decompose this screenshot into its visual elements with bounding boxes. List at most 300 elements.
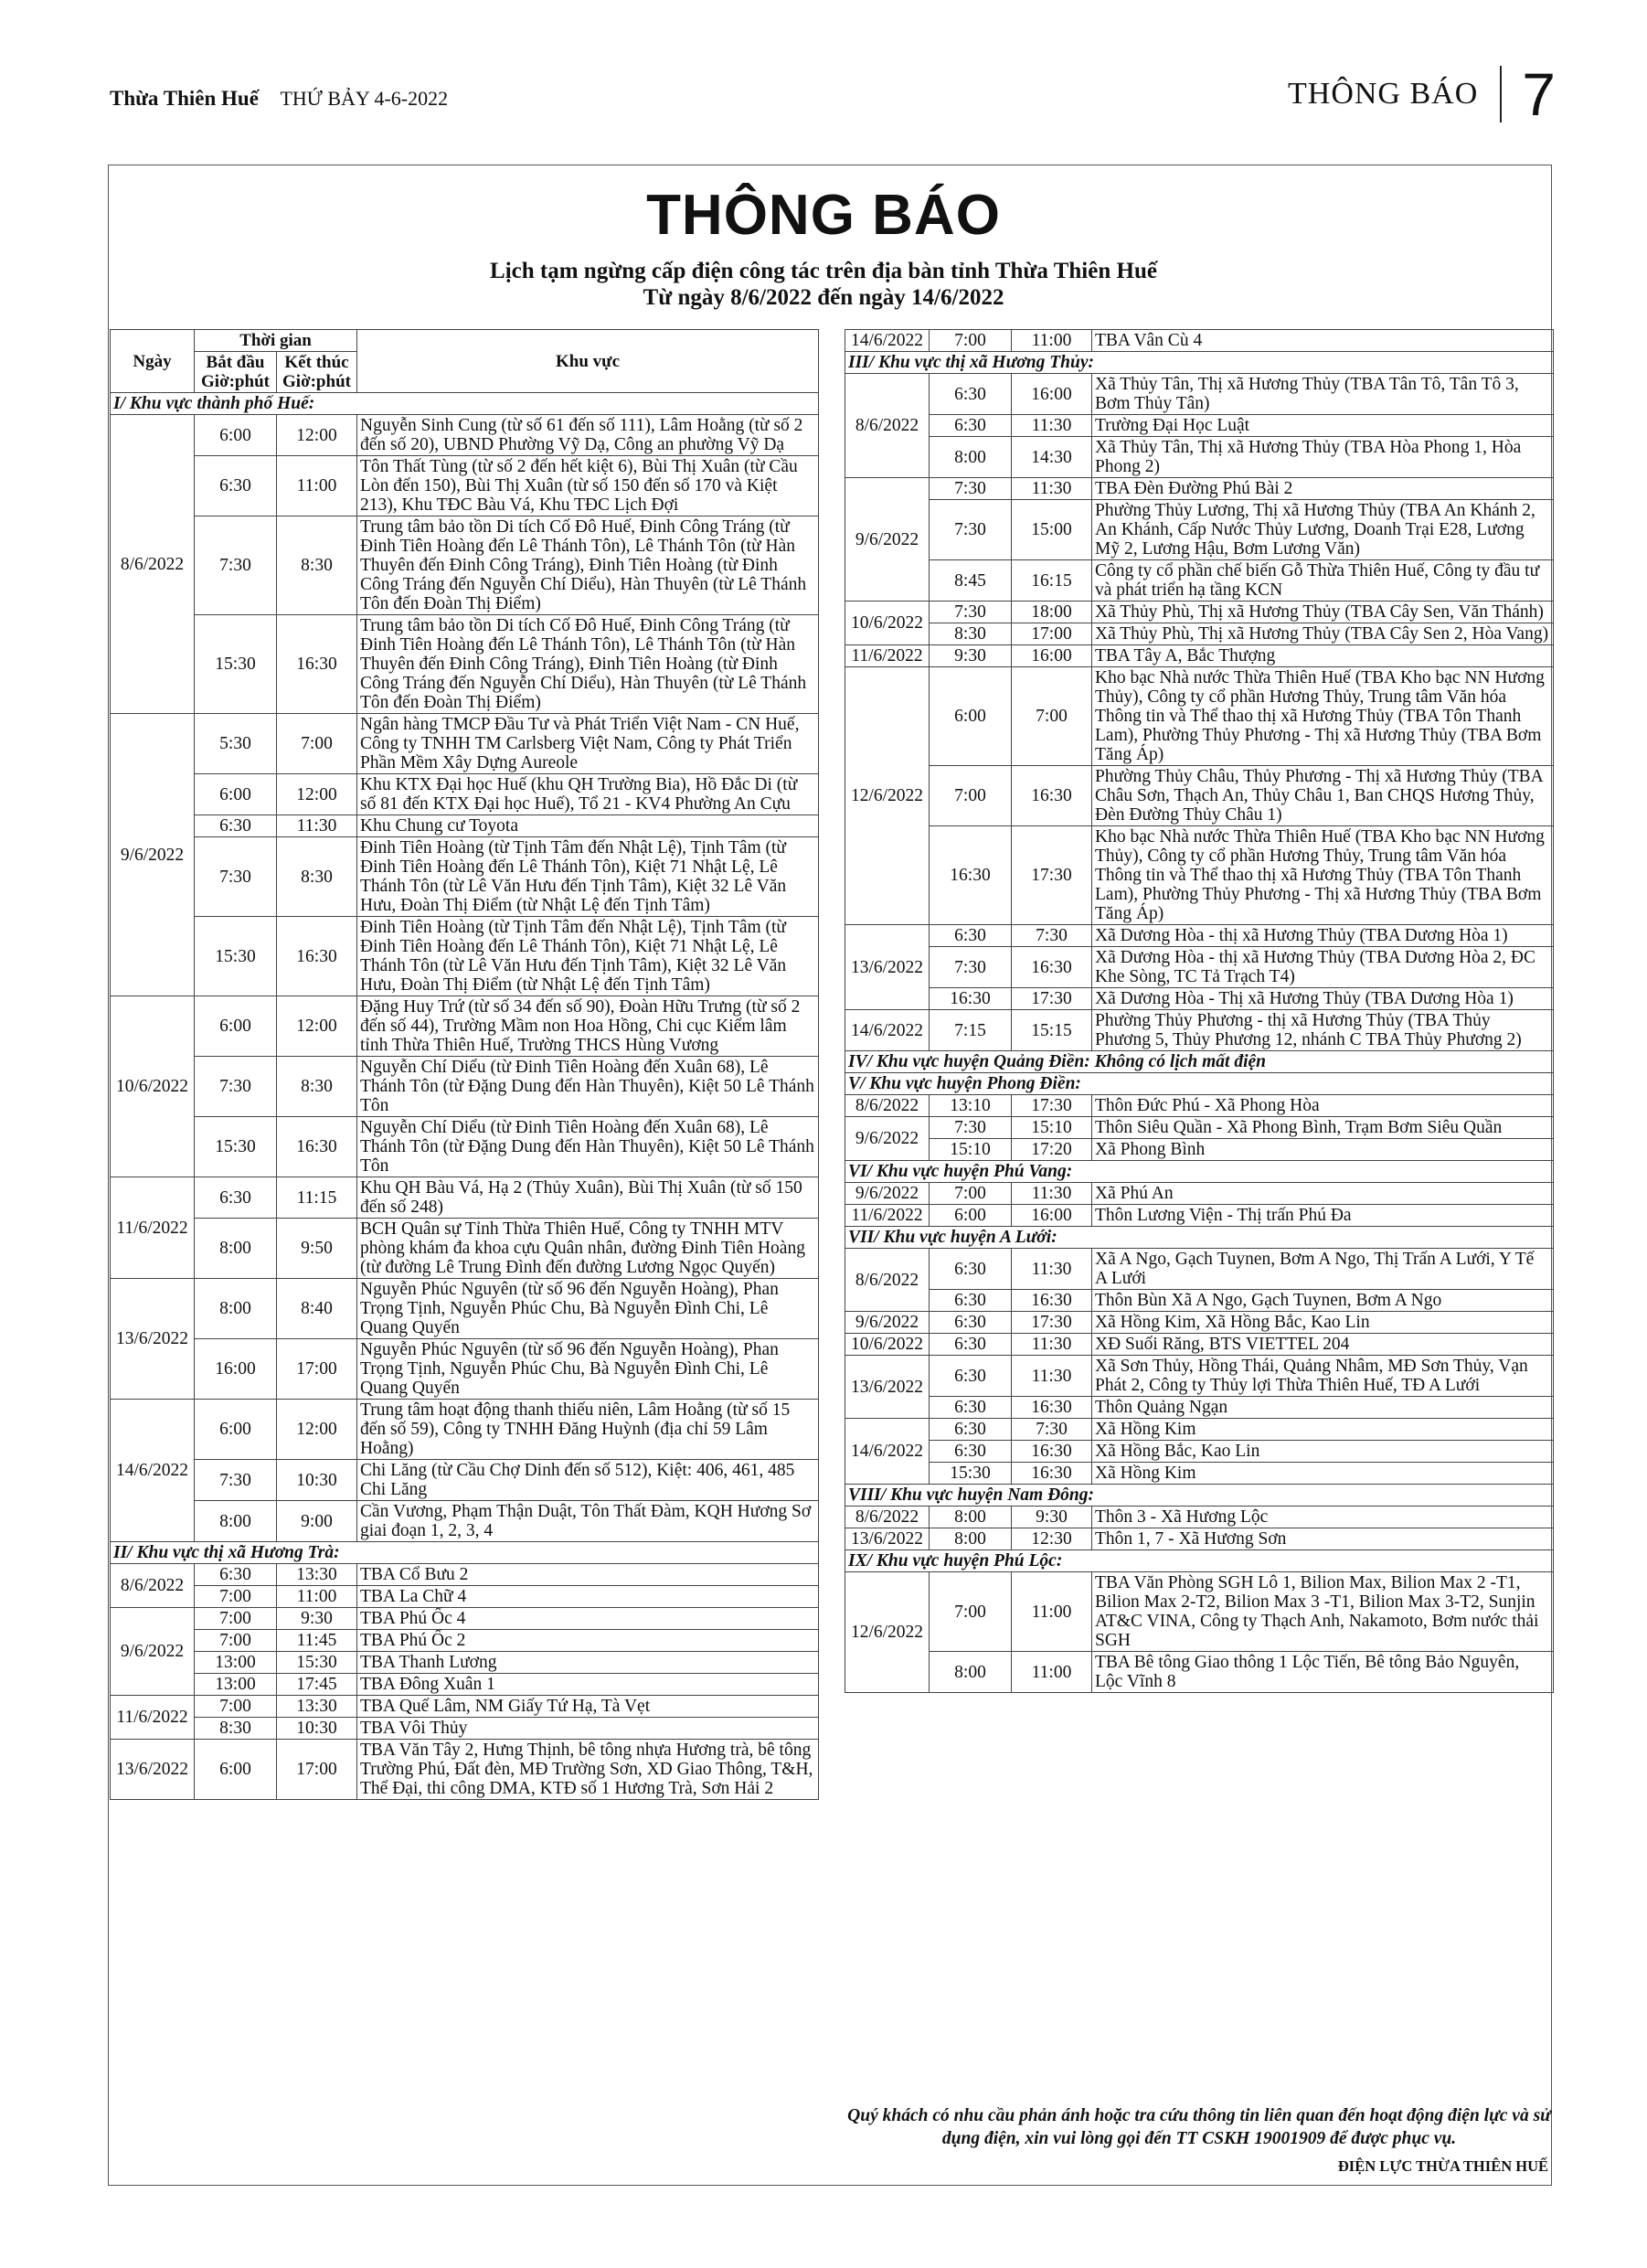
area-cell: Thôn 1, 7 - Xã Hương Sơn: [1092, 1528, 1554, 1550]
table-row: [845, 330, 1554, 352]
end-time-cell: 7:30: [1012, 1419, 1092, 1441]
start-time-cell: 6:30: [930, 1312, 1012, 1334]
table-row: [845, 1183, 1554, 1205]
start-time-cell: 15:10: [930, 1139, 1012, 1161]
area-cell: Thôn Bùn Xã A Ngo, Gạch Tuynen, Bơm A Ngo: [1092, 1290, 1554, 1312]
area-cell: Xã A Ngo, Gạch Tuynen, Bơm A Ngo, Thị Trấn A Lưới, Y Tế A Lưới: [1092, 1249, 1554, 1290]
end-time-cell: 16:00: [1012, 374, 1092, 415]
end-time-cell: 11:00: [1012, 1652, 1092, 1693]
table-row: [845, 1139, 1554, 1161]
area-cell: Khu KTX Đại học Huế (khu QH Trường Bia), Hồ Đắc Di (từ số 81 đến KTX Đại học Huế), Tổ 21 - KV4 Phường An Cựu: [357, 774, 819, 815]
area-cell: TBA Văn Tây 2, Hưng Thịnh, bê tông nhựa Hương trà, bê tông Trường Phú, Đất đèn, MĐ Trường Sơn, XD Giao Thông, T&H, Thể Đại, thi công DMA, KTĐ số 1 Hương Trà, Sơn Hải 2: [357, 1740, 819, 1800]
area-cell: Xã Phong Bình: [1092, 1139, 1554, 1161]
end-time-cell: 11:30: [1012, 1334, 1092, 1356]
start-time-cell: 7:30: [930, 1117, 1012, 1139]
date-cell: 9/6/2022: [845, 1183, 930, 1205]
section-header: [1288, 60, 1556, 128]
start-time-cell: 8:00: [930, 1507, 1012, 1528]
date-cell: 10/6/2022: [111, 996, 195, 1177]
start-time-cell: 5:30: [195, 714, 277, 774]
start-time-cell: 7:30: [195, 1057, 277, 1117]
table-row: [845, 437, 1554, 478]
start-time-cell: 16:00: [195, 1339, 277, 1400]
start-time-cell: 6:30: [930, 415, 1012, 437]
area-cell: Công ty cổ phần chế biến Gỗ Thừa Thiên Huế, Công ty đầu tư và phát triển hạ tầng KCN: [1092, 560, 1554, 602]
area-cell: Xã Dương Hòa - thị xã Hương Thủy (TBA Dương Hòa 2, ĐC Khe Sòng, TC Tả Trạch T4): [1092, 947, 1554, 988]
area-cell: Xã Hồng Kim, Xã Hồng Bắc, Kao Lin: [1092, 1312, 1554, 1334]
area-cell: TBA Văn Phòng SGH Lô 1, Bilion Max, Bilion Max 2 -T1, Bilion Max 2-T2, Bilion Max 3 -T1, Bilion Max 3-T2, Sunjin AT&C VINA, Công ty Thạch Anh, Nakamoto, Bơm nước thải SGH: [1092, 1572, 1554, 1652]
start-time-cell: 7:00: [930, 766, 1012, 826]
area-cell: TBA La Chữ 4: [357, 1586, 819, 1608]
end-time-cell: 9:30: [277, 1608, 357, 1630]
section-heading: I/ Khu vực thành phố Huế:: [111, 393, 819, 415]
area-cell: Ngân hàng TMCP Đầu Tư và Phát Triển Việt Nam - CN Huế, Công ty TNHH TM Carlsberg Việt Nam, Công ty Phát Triển Phần Mềm Xây Dựng Aureole: [357, 714, 819, 774]
area-cell: Kho bạc Nhà nước Thừa Thiên Huế (TBA Kho bạc NN Hương Thủy), Công ty cổ phần Hương Thủy, Trung tâm Văn hóa Thông tin và Thể thao thị xã Hương Thủy (TBA Tôn Thanh Lam), Phường Thủy Phương - Thị xã Hương Thủy (TBA Bơm Tăng Áp): [1092, 667, 1554, 766]
start-time-cell: 15:30: [195, 917, 277, 996]
start-time-cell: 16:30: [930, 988, 1012, 1010]
start-time-cell: 13:10: [930, 1095, 1012, 1117]
end-time-cell: 16:00: [1012, 645, 1092, 667]
end-time-cell: 18:00: [1012, 602, 1092, 623]
section-name: THÔNG BÁO: [1288, 77, 1479, 111]
end-time-cell: 16:30: [277, 615, 357, 714]
end-time-cell: 17:20: [1012, 1139, 1092, 1161]
start-time-cell: 7:30: [195, 516, 277, 615]
area-cell: Trung tâm hoạt động thanh thiếu niên, Lâm Hoằng (từ số 15 đến số 59), Công ty TNHH Đăng Huỳnh (địa chỉ 59 Lâm Hoằng): [357, 1400, 819, 1460]
table-row: [111, 1564, 819, 1586]
section-heading: II/ Khu vực thị xã Hương Trà:: [111, 1542, 819, 1564]
area-cell: TBA Bê tông Giao thông 1 Lộc Tiến, Bê tông Bảo Nguyên, Lộc Vĩnh 8: [1092, 1652, 1554, 1693]
area-cell: Phường Thủy Phương - thị xã Hương Thủy (TBA Thủy Phương 5, Thủy Phương 12, nhánh C TBA Thủy Phương 2): [1092, 1010, 1554, 1051]
area-cell: Đinh Tiên Hoàng (từ Tịnh Tâm đến Nhật Lệ), Tịnh Tâm (từ Đinh Tiên Hoàng đến Lê Thánh Tôn), Kiệt 71 Nhật Lệ, Lê Thánh Tôn (từ Lê Văn Hưu đến Tịnh Tâm), Kiệt 32 Lê Văn Hưu, Đoàn Thị Điểm (từ Nhật Lệ đến Tịnh Tâm): [357, 837, 819, 917]
end-time-cell: 12:00: [277, 415, 357, 456]
table-row: [111, 1696, 819, 1718]
table-row: [111, 996, 819, 1057]
area-cell: Thôn Siêu Quần - Xã Phong Bình, Trạm Bơm Siêu Quần: [1092, 1117, 1554, 1139]
end-time-cell: 11:15: [277, 1177, 357, 1219]
end-time-cell: 8:30: [277, 837, 357, 917]
end-time-cell: 15:00: [1012, 500, 1092, 560]
table-row: [845, 1095, 1554, 1117]
area-cell: Cần Vương, Phạm Thận Duật, Tôn Thất Đàm, KQH Hương Sơ giai đoạn 1, 2, 3, 4: [357, 1501, 819, 1542]
table-row: [845, 947, 1554, 988]
start-time-cell: 6:30: [930, 925, 1012, 947]
end-time-cell: 12:30: [1012, 1528, 1092, 1550]
date-cell: 11/6/2022: [111, 1177, 195, 1279]
table-row: [845, 667, 1554, 766]
start-time-cell: 7:00: [195, 1630, 277, 1652]
end-time-cell: 17:00: [1012, 623, 1092, 645]
section-heading: VII/ Khu vực huyện A Lưới:: [845, 1227, 1554, 1249]
end-time-cell: 11:30: [1012, 478, 1092, 500]
table-row: [845, 602, 1554, 623]
start-time-cell: 8:45: [930, 560, 1012, 602]
end-time-cell: 11:00: [1012, 1572, 1092, 1652]
section-row: [845, 1227, 1554, 1249]
section-heading: VIII/ Khu vực huyện Nam Đông:: [845, 1485, 1554, 1507]
table-row: [845, 1334, 1554, 1356]
date-cell: 11/6/2022: [111, 1696, 195, 1740]
start-time-cell: 6:30: [930, 1334, 1012, 1356]
start-time-cell: 9:30: [930, 645, 1012, 667]
start-time-cell: 7:30: [195, 1460, 277, 1501]
date-cell: 9/6/2022: [845, 478, 930, 602]
start-time-cell: 6:00: [930, 1205, 1012, 1227]
start-time-cell: 8:00: [930, 1652, 1012, 1693]
end-time-cell: 16:30: [1012, 1290, 1092, 1312]
date-cell: 14/6/2022: [845, 1419, 930, 1485]
date-cell: 13/6/2022: [845, 1356, 930, 1419]
table-row: [845, 826, 1554, 925]
table-row: [111, 615, 819, 714]
end-time-cell: 16:15: [1012, 560, 1092, 602]
area-cell: Xã Thủy Tân, Thị xã Hương Thủy (TBA Hòa Phong 1, Hòa Phong 2): [1092, 437, 1554, 478]
date-cell: 8/6/2022: [845, 1249, 930, 1312]
table-row: [111, 516, 819, 615]
end-time-cell: 14:30: [1012, 437, 1092, 478]
start-time-cell: 6:30: [930, 1397, 1012, 1419]
table-row: [845, 1117, 1554, 1139]
table-row: [845, 374, 1554, 415]
table-row: [111, 1460, 819, 1501]
end-time-cell: 7:00: [277, 714, 357, 774]
col-time: Thời gian: [195, 330, 357, 352]
table-row: [845, 1205, 1554, 1227]
start-time-cell: 8:00: [195, 1279, 277, 1339]
table-row: [111, 714, 819, 774]
area-cell: Trung tâm bảo tồn Di tích Cố Đô Huế, Đinh Công Tráng (từ Đinh Tiên Hoàng đến Lê Thánh Tôn), Lê Thánh Tôn (từ Hàn Thuyên đến Đinh Công Tráng), Đinh Tiên Hoàng (từ Đinh Công Tráng đến Nguyễn Chí Diểu), Hàn Thuyên (từ Lê Thánh Tôn đến Đoàn Thị Điểm): [357, 615, 819, 714]
col-area: Khu vực: [357, 330, 819, 393]
area-cell: Đinh Tiên Hoàng (từ Tịnh Tâm đến Nhật Lệ), Tịnh Tâm (từ Đinh Tiên Hoàng đến Lê Thánh Tôn), Kiệt 71 Nhật Lệ, Lê Thánh Tôn (từ Lê Văn Hưu đến Tịnh Tâm), Kiệt 32 Lê Văn Hưu, Đoàn Thị Điểm (từ Nhật Lệ đến Tịnh Tâm): [357, 917, 819, 996]
start-time-cell: 15:30: [195, 615, 277, 714]
table-row: [845, 478, 1554, 500]
table-row: [111, 1586, 819, 1608]
end-time-cell: 16:30: [277, 917, 357, 996]
start-time-cell: 6:30: [195, 456, 277, 516]
table-row: [845, 1463, 1554, 1485]
area-cell: TBA Phú Ốc 4: [357, 1608, 819, 1630]
end-time-cell: 13:30: [277, 1564, 357, 1586]
table-row: [845, 1528, 1554, 1550]
end-time-cell: 11:30: [1012, 1356, 1092, 1397]
table-row: [845, 1507, 1554, 1528]
start-time-cell: 6:00: [195, 415, 277, 456]
area-cell: Xã Thủy Phù, Thị xã Hương Thủy (TBA Cây Sen, Văn Thánh): [1092, 602, 1554, 623]
table-row: [111, 1279, 819, 1339]
area-cell: Chi Lăng (từ Cầu Chợ Dinh đến số 512), Kiệt: 406, 461, 485 Chi Lăng: [357, 1460, 819, 1501]
area-cell: TBA Cổ Bưu 2: [357, 1564, 819, 1586]
date-cell: 12/6/2022: [845, 1572, 930, 1693]
start-time-cell: 7:30: [195, 837, 277, 917]
area-cell: TBA Thanh Lương: [357, 1652, 819, 1674]
section-row: [111, 393, 819, 415]
table-row: [111, 917, 819, 996]
end-time-cell: 17:45: [277, 1674, 357, 1696]
end-time-cell: 17:30: [1012, 988, 1092, 1010]
section-row: [845, 1073, 1554, 1095]
start-time-cell: 7:30: [930, 478, 1012, 500]
date-cell: 14/6/2022: [845, 330, 930, 352]
area-cell: Nguyễn Phúc Nguyên (từ số 96 đến Nguyễn Hoàng), Phan Trọng Tịnh, Nguyễn Phúc Chu, Bà Nguyễn Đình Chi, Lê Quang Quyến: [357, 1339, 819, 1400]
table-row: [845, 1312, 1554, 1334]
area-cell: Nguyễn Chí Diểu (từ Đinh Tiên Hoàng đến Xuân 68), Lê Thánh Tôn (từ Đặng Dung đến Hàn Thuyên), Kiệt 50 Lê Thánh Tôn: [357, 1057, 819, 1117]
area-cell: Thôn 3 - Xã Hương Lộc: [1092, 1507, 1554, 1528]
end-time-cell: 17:00: [277, 1740, 357, 1800]
start-time-cell: 6:00: [195, 996, 277, 1057]
table-row: [111, 1652, 819, 1674]
start-time-cell: 6:30: [195, 815, 277, 837]
area-cell: TBA Tây A, Bắc Thượng: [1092, 645, 1554, 667]
schedule-table-right: [845, 329, 1554, 1693]
end-time-cell: 16:30: [1012, 766, 1092, 826]
col-end: Kết thúc Giờ:phút: [277, 352, 357, 393]
table-row: [111, 1339, 819, 1400]
end-time-cell: 17:30: [1012, 826, 1092, 925]
end-time-cell: 16:00: [1012, 1205, 1092, 1227]
table-row: [845, 1356, 1554, 1397]
section-heading: III/ Khu vực thị xã Hương Thủy:: [845, 352, 1554, 374]
start-time-cell: 8:00: [930, 437, 1012, 478]
end-time-cell: 7:30: [1012, 925, 1092, 947]
section-row: [845, 1051, 1554, 1073]
end-time-cell: 8:30: [277, 516, 357, 615]
area-cell: Đặng Huy Trứ (từ số 34 đến số 90), Đoàn Hữu Trưng (từ số 2 đến số 44), Trường Mầm non Hoa Hồng, Chi cục Kiểm lâm tỉnh Thừa Thiên Huế, Trường THCS Hùng Vương: [357, 996, 819, 1057]
start-time-cell: 7:00: [195, 1608, 277, 1630]
masthead: [110, 87, 448, 111]
table-row: [845, 1441, 1554, 1463]
table-row: [845, 1419, 1554, 1441]
start-time-cell: 7:00: [195, 1586, 277, 1608]
end-time-cell: 16:30: [1012, 1463, 1092, 1485]
table-row: [111, 1057, 819, 1117]
start-time-cell: 6:30: [930, 1356, 1012, 1397]
date-cell: 11/6/2022: [845, 1205, 930, 1227]
start-time-cell: 6:30: [930, 1249, 1012, 1290]
start-time-cell: 7:30: [930, 602, 1012, 623]
end-time-cell: 17:30: [1012, 1095, 1092, 1117]
table-row: [845, 988, 1554, 1010]
date-cell: 13/6/2022: [111, 1279, 195, 1400]
end-time-cell: 12:00: [277, 996, 357, 1057]
end-time-cell: 13:30: [277, 1696, 357, 1718]
table-row: [111, 1608, 819, 1630]
end-time-cell: 11:30: [1012, 1249, 1092, 1290]
area-cell: Xã Hồng Kim: [1092, 1419, 1554, 1441]
table-row: [845, 1572, 1554, 1652]
date-cell: 8/6/2022: [845, 1507, 930, 1528]
table-row: [111, 1674, 819, 1696]
end-time-cell: 8:40: [277, 1279, 357, 1339]
start-time-cell: 13:00: [195, 1674, 277, 1696]
section-row: [845, 352, 1554, 374]
end-time-cell: 11:00: [277, 456, 357, 516]
start-time-cell: 6:30: [195, 1177, 277, 1219]
table-row: [845, 1010, 1554, 1051]
end-time-cell: 12:00: [277, 1400, 357, 1460]
start-time-cell: 6:00: [195, 1740, 277, 1800]
customer-note: Quý khách có nhu cầu phản ánh hoặc tra cứu thông tin liên quan đến hoạt động điện lực và sử dụng điện, xin vui lòng gọi đến TT CSKH 19001909 để được phục vụ.: [847, 2106, 1551, 2148]
start-time-cell: 7:00: [930, 1572, 1012, 1652]
area-cell: Khu QH Bàu Vá, Hạ 2 (Thủy Xuân), Bùi Thị Xuân (từ số 150 đến số 248): [357, 1177, 819, 1219]
table-row: [845, 1397, 1554, 1419]
table-row: [845, 925, 1554, 947]
end-time-cell: 11:30: [277, 815, 357, 837]
section-heading: IV/ Khu vực huyện Quảng Điền: Không có lịch mất điện: [845, 1051, 1554, 1073]
table-row: [111, 1117, 819, 1177]
end-time-cell: 11:00: [277, 1586, 357, 1608]
end-time-cell: 8:30: [277, 1057, 357, 1117]
area-cell: TBA Đèn Đường Phú Bài 2: [1092, 478, 1554, 500]
area-cell: TBA Quế Lâm, NM Giấy Tứ Hạ, Tà Vẹt: [357, 1696, 819, 1718]
date-cell: 10/6/2022: [845, 602, 930, 645]
start-time-cell: 6:00: [930, 667, 1012, 766]
end-time-cell: 17:00: [277, 1339, 357, 1400]
end-time-cell: 9:50: [277, 1219, 357, 1279]
subtitle: [0, 258, 1647, 311]
section-row: [845, 1550, 1554, 1572]
start-time-cell: 6:30: [930, 1419, 1012, 1441]
area-cell: Xã Hồng Kim: [1092, 1463, 1554, 1485]
col-start: Bắt đầu Giờ:phút: [195, 352, 277, 393]
area-cell: Tôn Thất Tùng (từ số 2 đến hết kiệt 6), Bùi Thị Xuân (từ Cầu Lòn đến 150), Bùi Thị Xuân (từ số 150 đến số 170 và Kiệt 213), Khu TĐC Bàu Vá, Khu TĐC Lịch Đợi: [357, 456, 819, 516]
paper-name: Thừa Thiên Huế: [110, 87, 259, 110]
area-cell: BCH Quân sự Tỉnh Thừa Thiên Huế, Công ty TNHH MTV phòng khám đa khoa cựu Quân nhân, đường Đinh Tiên Hoàng (từ đường Lê Trung Đình đến đường Lương Ngọc Quyến): [357, 1219, 819, 1279]
end-time-cell: 10:30: [277, 1460, 357, 1501]
date-cell: 9/6/2022: [111, 1608, 195, 1696]
start-time-cell: 8:00: [195, 1219, 277, 1279]
end-time-cell: 17:30: [1012, 1312, 1092, 1334]
area-cell: Phường Thủy Châu, Thủy Phương - Thị xã Hương Thủy (TBA Châu Sơn, Thạch An, Thủy Châu 1, Ban CHQS Hương Thủy, Đèn Đường Thủy Châu 1): [1092, 766, 1554, 826]
table-row: [111, 1501, 819, 1542]
area-cell: Xã Thủy Phù, Thị xã Hương Thủy (TBA Cây Sen 2, Hòa Vang): [1092, 623, 1554, 645]
area-cell: Phường Thủy Lương, Thị xã Hương Thủy (TBA An Khánh 2, An Khánh, Cấp Nước Thủy Lương, Doanh Trại E28, Lương Mỹ 2, Lương Hậu, Bơm Lương Văn): [1092, 500, 1554, 560]
table-row: [111, 774, 819, 815]
table-row: [845, 415, 1554, 437]
area-cell: Xã Dương Hòa - Thị xã Hương Thủy (TBA Dương Hòa 1): [1092, 988, 1554, 1010]
area-cell: TBA Phú Ốc 2: [357, 1630, 819, 1652]
end-time-cell: 11:00: [1012, 330, 1092, 352]
start-time-cell: 6:30: [930, 1290, 1012, 1312]
start-time-cell: 8:00: [195, 1501, 277, 1542]
start-time-cell: 15:30: [930, 1463, 1012, 1485]
table-row: [845, 645, 1554, 667]
end-time-cell: 9:00: [277, 1501, 357, 1542]
date-cell: 10/6/2022: [845, 1334, 930, 1356]
table-row: [111, 415, 819, 456]
section-heading: V/ Khu vực huyện Phong Điền:: [845, 1073, 1554, 1095]
schedule-body-left: [111, 393, 819, 1800]
table-row: [111, 837, 819, 917]
table-row: [111, 456, 819, 516]
date-cell: 12/6/2022: [845, 667, 930, 925]
date-cell: 9/6/2022: [845, 1312, 930, 1334]
area-cell: Thôn Quảng Ngạn: [1092, 1397, 1554, 1419]
table-row: [845, 1249, 1554, 1290]
end-time-cell: 7:00: [1012, 667, 1092, 766]
start-time-cell: 16:30: [930, 826, 1012, 925]
area-cell: Xã Dương Hòa - thị xã Hương Thủy (TBA Dương Hòa 1): [1092, 925, 1554, 947]
table-row: [111, 1718, 819, 1740]
subtitle-line-1: Lịch tạm ngừng cấp điện công tác trên địa bàn tỉnh Thừa Thiên Huế: [490, 259, 1157, 283]
start-time-cell: 7:00: [195, 1696, 277, 1718]
table-row: [111, 1177, 819, 1219]
date-cell: 8/6/2022: [111, 1564, 195, 1608]
area-cell: TBA Vôi Thủy: [357, 1718, 819, 1740]
end-time-cell: 16:30: [1012, 1397, 1092, 1419]
start-time-cell: 7:15: [930, 1010, 1012, 1051]
date-cell: 9/6/2022: [111, 714, 195, 996]
schedule-body-right: [845, 330, 1554, 1693]
start-time-cell: 6:00: [195, 774, 277, 815]
area-cell: Xã Thủy Tân, Thị xã Hương Thủy (TBA Tân Tô, Tân Tô 3, Bơm Thủy Tân): [1092, 374, 1554, 415]
section-heading: IX/ Khu vực huyện Phú Lộc:: [845, 1550, 1554, 1572]
end-time-cell: 11:45: [277, 1630, 357, 1652]
date-cell: 14/6/2022: [111, 1400, 195, 1542]
area-cell: Trường Đại Học Luật: [1092, 415, 1554, 437]
area-cell: Kho bạc Nhà nước Thừa Thiên Huế (TBA Kho bạc NN Hương Thủy), Công ty cổ phần Hương Thủy, Trung tâm Văn hóa Thông tin và Thể thao thị xã Hương Thủy (TBA Tôn Thanh Lam), Phường Thủy Phương - Thị xã Hương Thủy (TBA Bơm Tăng Áp): [1092, 826, 1554, 925]
section-row: [845, 1161, 1554, 1183]
date-cell: 13/6/2022: [111, 1740, 195, 1800]
col-day: Ngày: [111, 330, 195, 393]
date-cell: 14/6/2022: [845, 1010, 930, 1051]
area-cell: Thôn Đức Phú - Xã Phong Hòa: [1092, 1095, 1554, 1117]
end-time-cell: 12:00: [277, 774, 357, 815]
page-title: THÔNG BÁO: [646, 184, 1001, 247]
start-time-cell: 8:30: [195, 1718, 277, 1740]
area-cell: Xã Hồng Bắc, Kao Lin: [1092, 1441, 1554, 1463]
start-time-cell: 13:00: [195, 1652, 277, 1674]
area-cell: Xã Phú An: [1092, 1183, 1554, 1205]
section-heading: VI/ Khu vực huyện Phú Vang:: [845, 1161, 1554, 1183]
area-cell: XĐ Suối Răng, BTS VIETTEL 204: [1092, 1334, 1554, 1356]
end-time-cell: 9:30: [1012, 1507, 1092, 1528]
end-time-cell: 15:30: [277, 1652, 357, 1674]
start-time-cell: 7:00: [930, 330, 1012, 352]
end-time-cell: 15:10: [1012, 1117, 1092, 1139]
table-row: [845, 500, 1554, 560]
table-row: [111, 1219, 819, 1279]
area-cell: Thôn Lương Viện - Thị trấn Phú Đa: [1092, 1205, 1554, 1227]
table-row: [845, 766, 1554, 826]
issue-date: THỨ BẢY 4-6-2022: [280, 87, 449, 110]
area-cell: Nguyễn Phúc Nguyên (từ số 96 đến Nguyễn Hoàng), Phan Trọng Tịnh, Nguyễn Phúc Chu, Bà Nguyễn Đình Chi, Lê Quang Quyến: [357, 1279, 819, 1339]
table-row: [111, 1630, 819, 1652]
start-time-cell: 6:30: [930, 374, 1012, 415]
table-row: [845, 623, 1554, 645]
end-time-cell: 11:30: [1012, 415, 1092, 437]
area-cell: TBA Vân Cù 4: [1092, 330, 1554, 352]
table-row: [845, 1652, 1554, 1693]
date-cell: 8/6/2022: [111, 415, 195, 714]
start-time-cell: 6:00: [195, 1400, 277, 1460]
section-row: [111, 1542, 819, 1564]
signature: ĐIỆN LỰC THỪA THIÊN HUẾ: [1337, 2157, 1548, 2175]
end-time-cell: 16:30: [1012, 947, 1092, 988]
section-row: [845, 1485, 1554, 1507]
end-time-cell: 10:30: [277, 1718, 357, 1740]
end-time-cell: 11:30: [1012, 1183, 1092, 1205]
area-cell: Xã Sơn Thủy, Hồng Thái, Quảng Nhâm, MĐ Sơn Thủy, Vạn Phát 2, Công ty Thủy lợi Thừa Thiên Huế, TĐ A Lưới: [1092, 1356, 1554, 1397]
start-time-cell: 7:30: [930, 947, 1012, 988]
start-time-cell: 6:30: [195, 1564, 277, 1586]
date-cell: 8/6/2022: [845, 1095, 930, 1117]
end-time-cell: 15:15: [1012, 1010, 1092, 1051]
schedule-table-left: [110, 329, 819, 1800]
start-time-cell: 8:30: [930, 623, 1012, 645]
area-cell: Trung tâm bảo tồn Di tích Cố Đô Huế, Đinh Công Tráng (từ Đinh Tiên Hoàng đến Lê Thánh Tôn), Lê Thánh Tôn (từ Hàn Thuyên đến Đinh Công Tráng), Đinh Tiên Hoàng (từ Đinh Công Tráng đến Nguyễn Chí Diểu), Hàn Thuyên (từ Lê Thánh Tôn đến Đoàn Thị Điểm): [357, 516, 819, 615]
date-cell: 13/6/2022: [845, 925, 930, 1010]
start-time-cell: 15:30: [195, 1117, 277, 1177]
